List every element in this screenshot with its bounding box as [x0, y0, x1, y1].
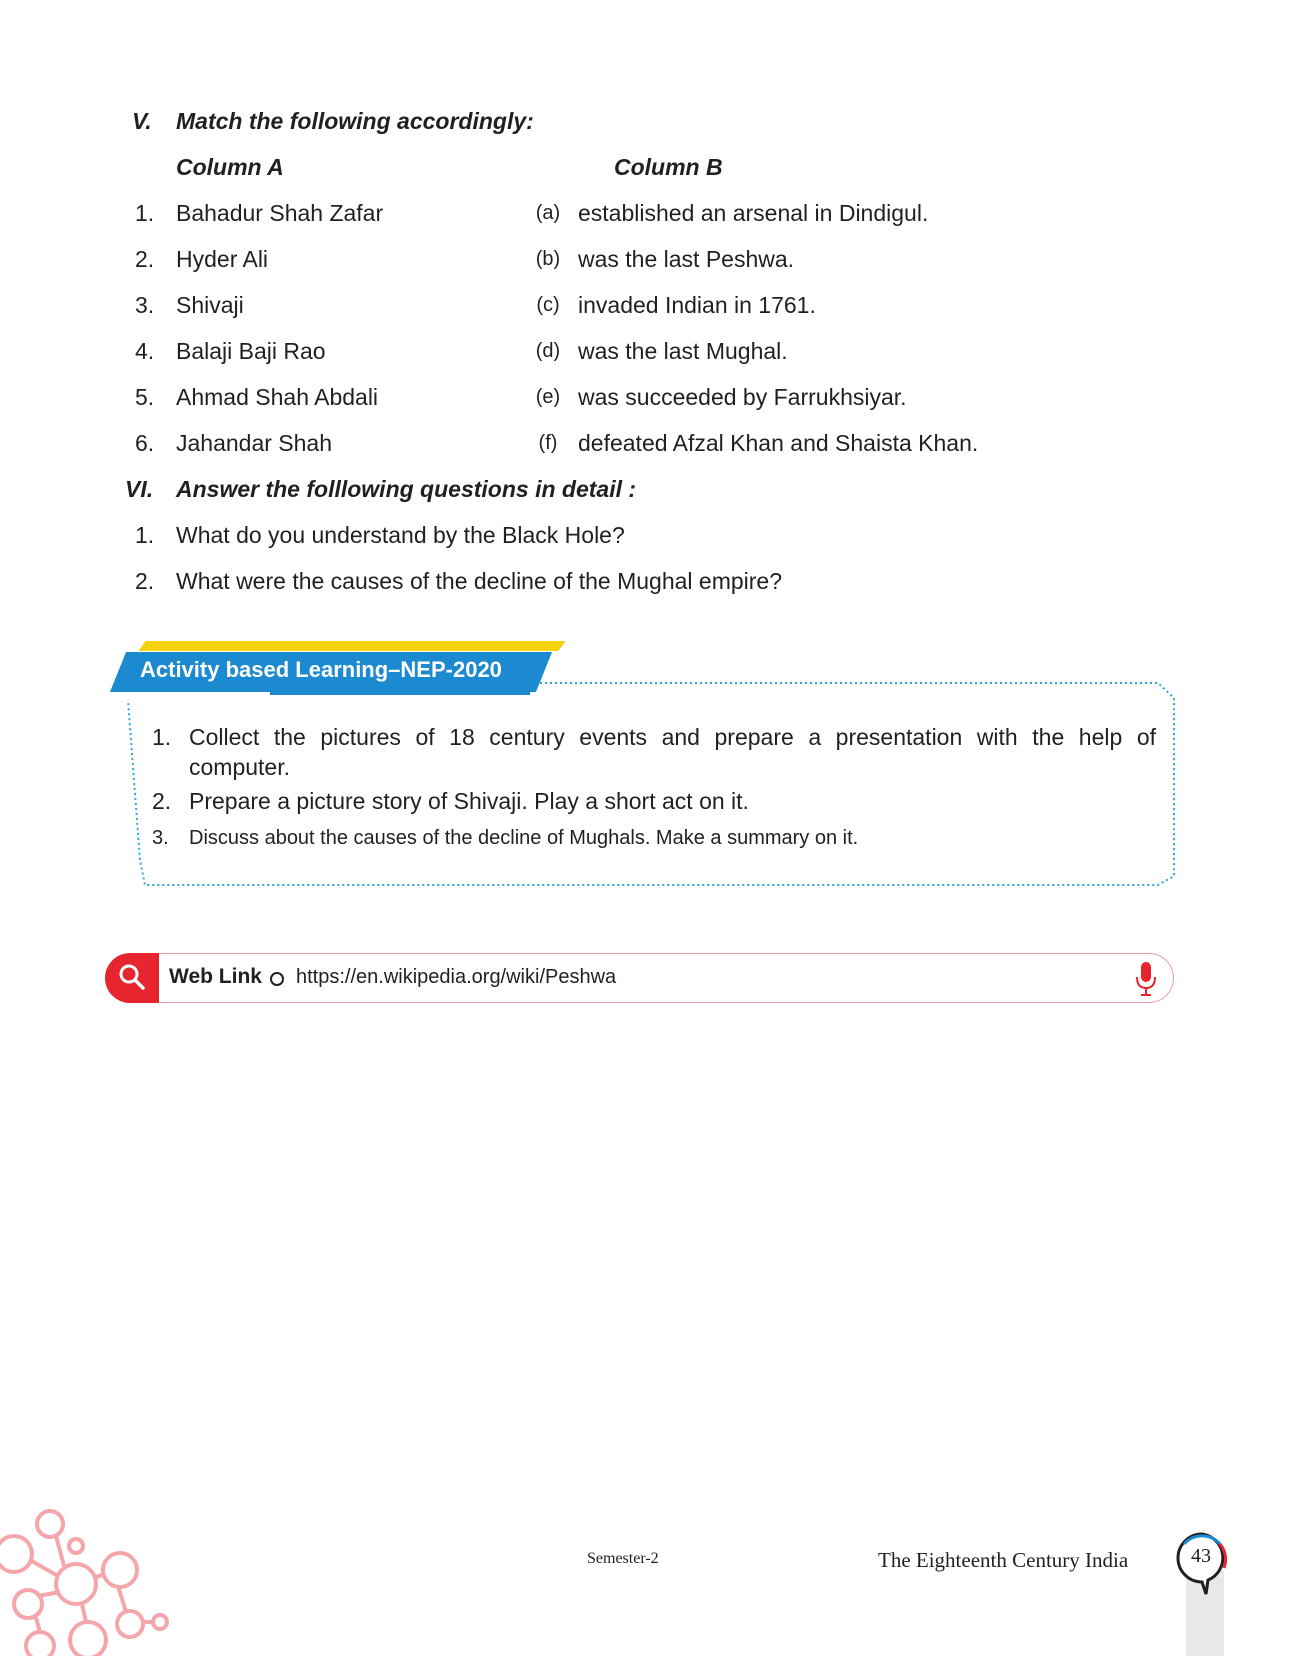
row-number: 1.: [135, 200, 155, 226]
question-number: 2.: [135, 568, 155, 594]
column-a-heading: Column A: [176, 154, 284, 180]
column-a-item: Shivaji: [176, 292, 244, 318]
column-b-item: established an arsenal in Dindigul.: [578, 200, 929, 226]
row-number: 5.: [135, 384, 155, 410]
search-icon: [105, 953, 159, 1003]
column-a-item: Balaji Baji Rao: [176, 338, 326, 364]
row-number: 4.: [135, 338, 155, 364]
footer-semester: Semester-2: [587, 1550, 659, 1567]
weblink-frame: [107, 953, 1174, 1003]
activity-number: 3.: [152, 827, 169, 849]
column-b-letter: (c): [536, 294, 560, 316]
question-text: What do you understand by the Black Hole?: [176, 522, 625, 548]
column-b-letter: (f): [538, 432, 558, 454]
column-b-heading: Column B: [614, 154, 723, 180]
activity-number: 1.: [152, 724, 172, 750]
section-v-title: Match the following accordingly:: [176, 108, 534, 134]
column-b-item: was succeeded by Farrukhsiyar.: [578, 384, 907, 410]
column-b-item: defeated Afzal Khan and Shaista Khan.: [578, 430, 979, 456]
column-b-item: invaded Indian in 1761.: [578, 292, 816, 318]
column-a-item: Jahandar Shah: [176, 430, 333, 456]
row-number: 6.: [135, 430, 155, 456]
bullet-icon: [270, 972, 284, 986]
section-vi-title: Answer the folllowing questions in detail :: [176, 476, 637, 502]
question-number: 1.: [135, 522, 155, 548]
activity-number: 2.: [152, 788, 172, 814]
column-b-letter: (a): [535, 202, 561, 224]
microphone-icon: [1134, 960, 1158, 998]
column-a-item: Bahadur Shah Zafar: [176, 200, 384, 226]
question-text: What were the causes of the decline of the Mughal empire?: [176, 568, 783, 594]
molecule-decoration-icon: [0, 1500, 180, 1656]
row-number: 2.: [135, 246, 155, 272]
activity-text: Prepare a picture story of Shivaji. Play a short act on it.: [189, 788, 749, 814]
banner-yellow-stripe: [138, 641, 565, 651]
footer-chapter-title: The Eighteenth Century India: [878, 1548, 1129, 1572]
section-v-number: V.: [132, 108, 152, 134]
activity-banner-title: Activity based Learning–NEP-2020: [140, 657, 502, 682]
activity-text: Collect the pictures of 18 century events and prepare a presentation with the help of: [189, 724, 1156, 750]
banner-ribbon-tail: [270, 690, 530, 695]
column-b-letter: (b): [535, 248, 561, 270]
row-number: 3.: [135, 292, 155, 318]
activity-text: Discuss about the causes of the decline of Mughals. Make a summary on it.: [189, 827, 859, 849]
column-b-letter: (e): [535, 386, 561, 408]
page-number: 43: [1191, 1545, 1211, 1567]
activity-text-continued: computer.: [189, 754, 290, 780]
section-vi-number: VI.: [125, 476, 154, 502]
weblink-url[interactable]: https://en.wikipedia.org/wiki/Peshwa: [296, 966, 617, 988]
column-b-item: was the last Peshwa.: [578, 246, 795, 272]
column-a-item: Ahmad Shah Abdali: [176, 384, 379, 410]
column-a-item: Hyder Ali: [176, 246, 269, 272]
weblink-label: Web Link: [169, 965, 262, 988]
column-b-item: was the last Mughal.: [578, 338, 788, 364]
column-b-letter: (d): [535, 340, 561, 362]
